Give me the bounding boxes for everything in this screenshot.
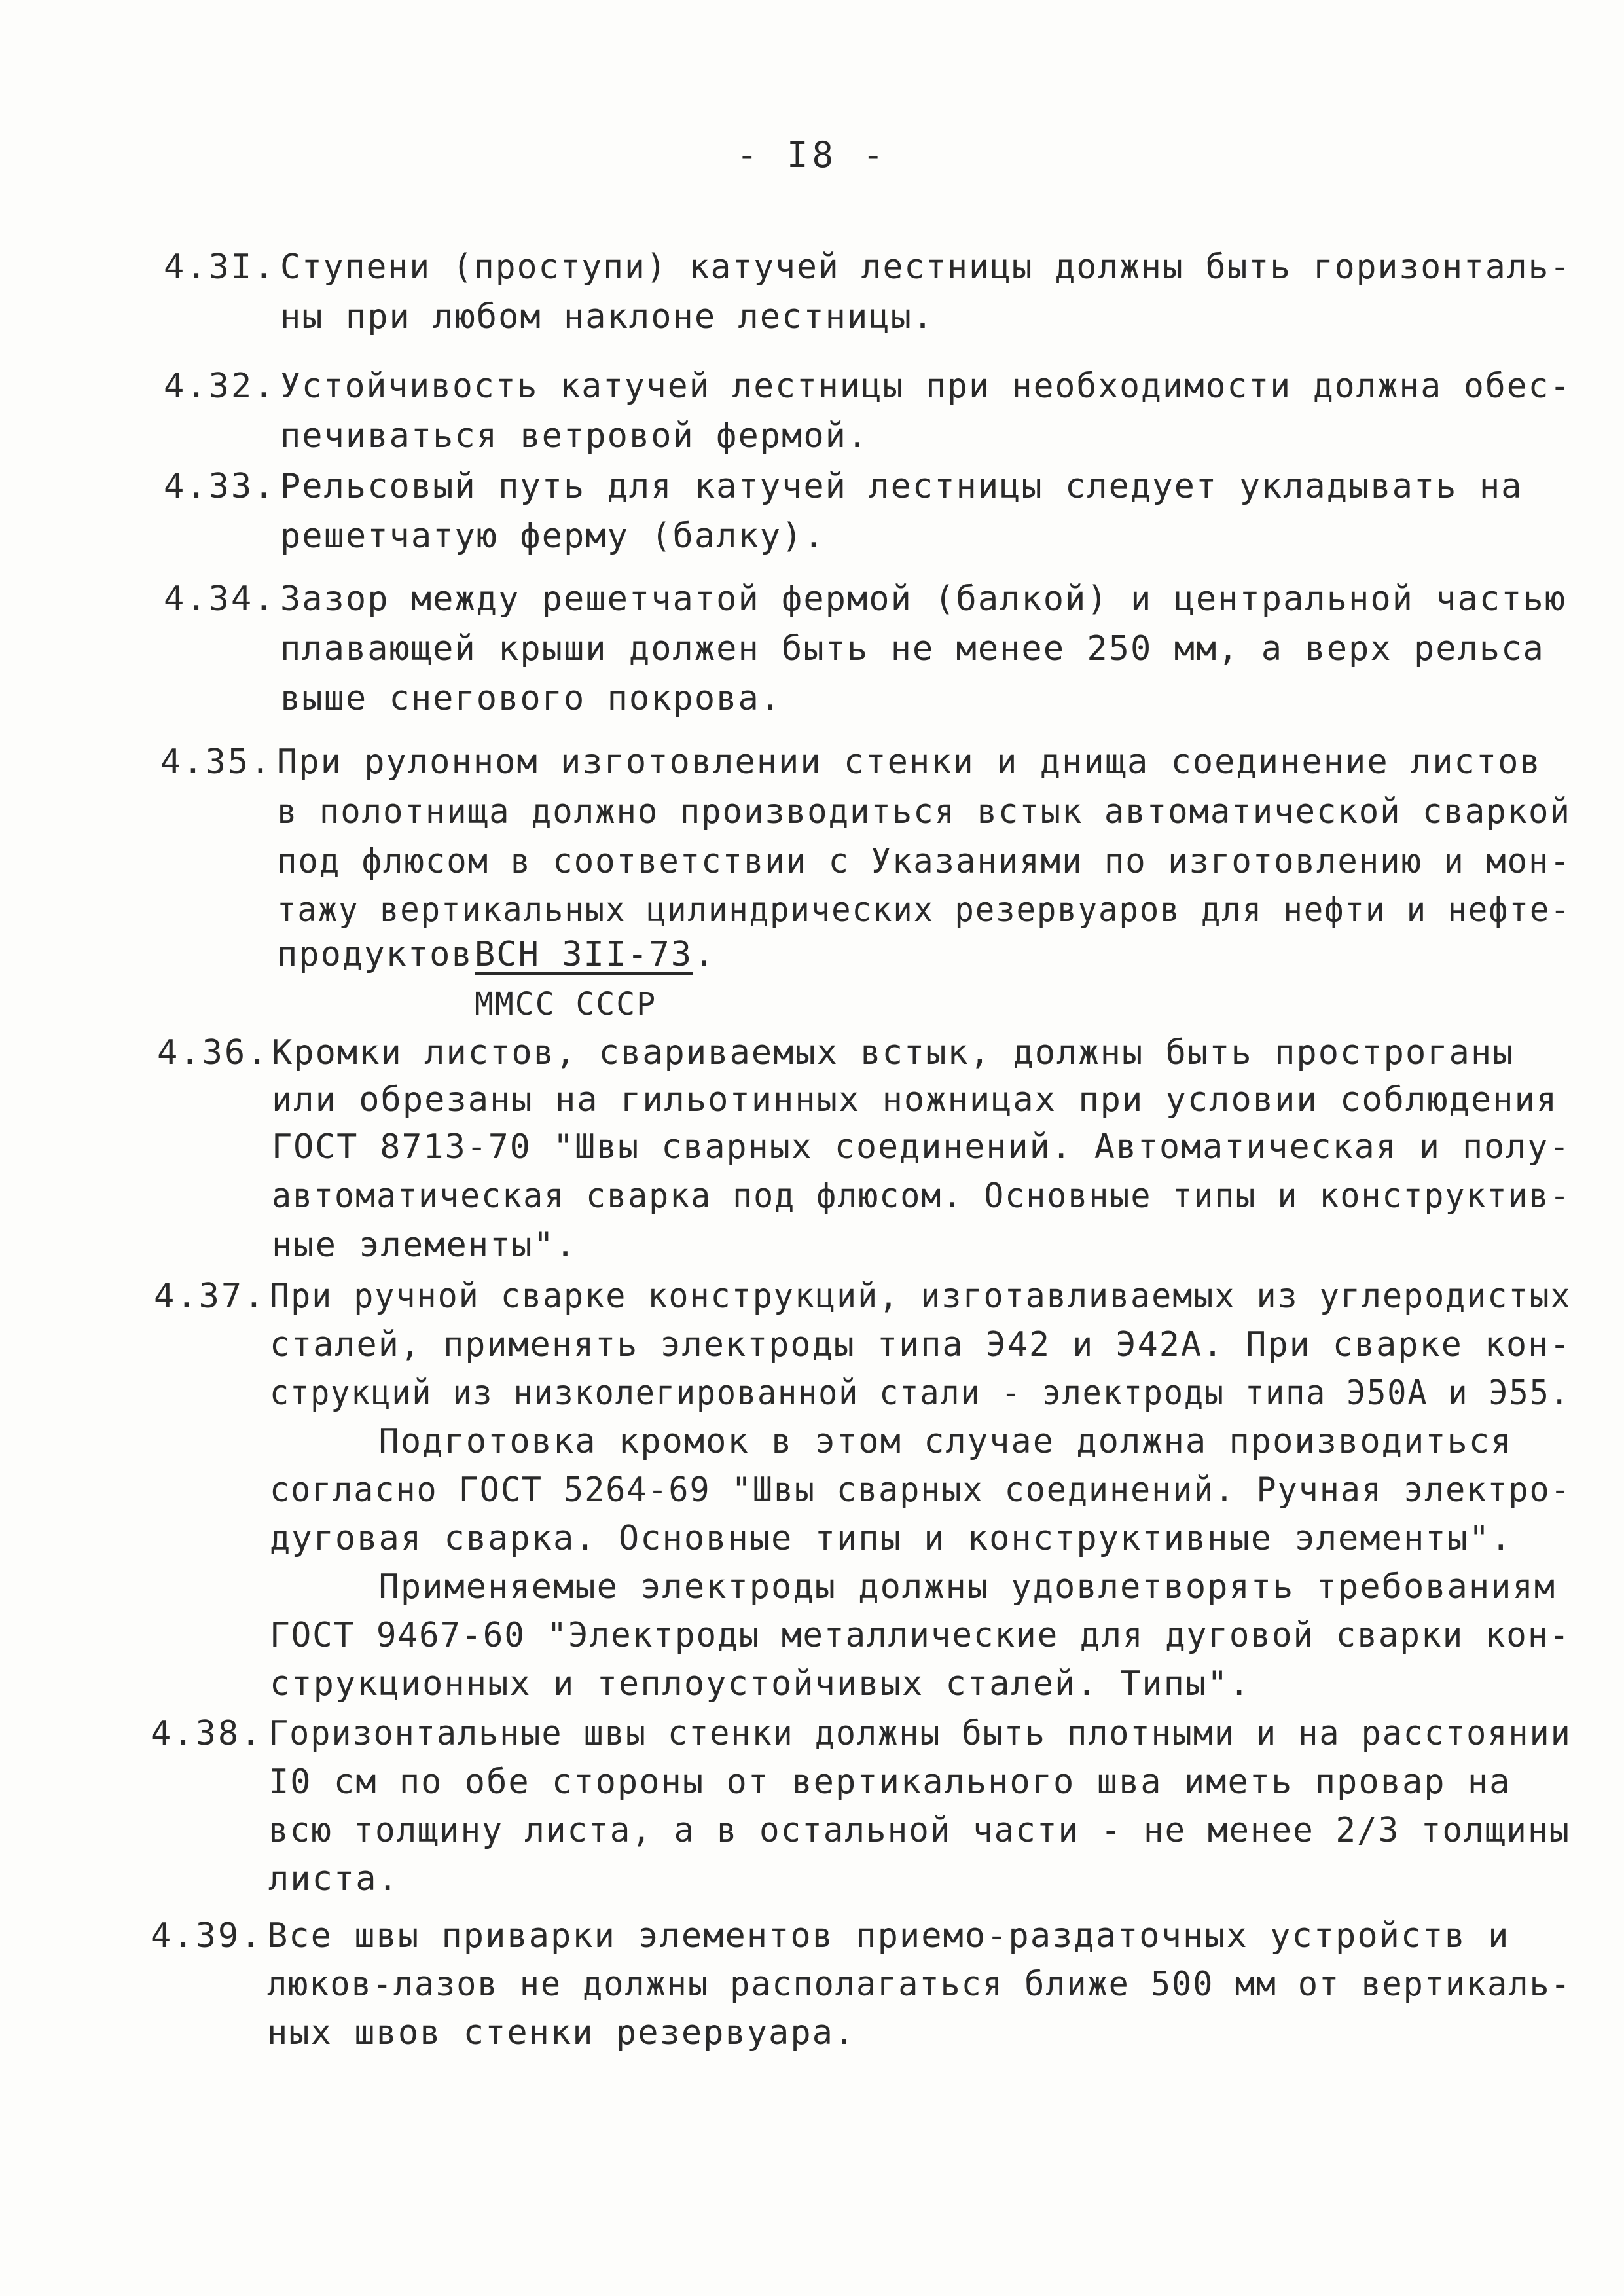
clause-line: ные элементы". (272, 1226, 577, 1265)
clause-line: продуктов (277, 935, 473, 974)
clause-line: Кромки листов, свариваемых встык, должны быть прострoганы (272, 1033, 1515, 1072)
clause-number: 4.32. (164, 367, 276, 406)
clause-line: ны при любом наклоне лестницы. (280, 297, 935, 337)
reference-org: ММСС СССР (475, 986, 657, 1023)
clause-line: Устойчивость катучей лестницы при необходимости должна обес- (280, 367, 1572, 406)
clause-number: 4.37. (154, 1277, 266, 1316)
clause-number: 4.39. (151, 1916, 263, 1956)
clause-line: Зазор между решетчатой фермой (балкой) и центральной частью (280, 579, 1567, 619)
clause-line: ГОСТ 9467-60 "Электроды металлические для дуговой сварки кон- (270, 1616, 1571, 1655)
clause-line: сталей, применять электроды типа Э42 и Э42А. При сварке кон- (270, 1325, 1572, 1364)
clause-number: 4.33. (164, 467, 276, 506)
clause-line: I0 см по обе стороны от вертикального шва иметь провар на (268, 1762, 1511, 1802)
clause-line: Все швы приварки элементов приемо-раздаточных устройств и (267, 1916, 1510, 1956)
clause-number: 4.38. (151, 1714, 263, 1753)
clause-line: решетчатую ферму (балку). (280, 517, 825, 556)
clause-number: 4.35. (160, 742, 273, 782)
clause-line: автоматическая сварка под флюсом. Основные типы и конструктив- (272, 1176, 1571, 1216)
clause-line: дуговая сварка. Основные типы и конструктивные элементы". (270, 1519, 1513, 1558)
clause-line: Подготовка кромок в этом случае должна производиться (270, 1422, 1513, 1461)
clause-line: струкционных и теплоустойчивых сталей. Типы". (270, 1664, 1251, 1704)
clause-line: При рулонном изготовлении стенки и днища соединение листов (277, 742, 1542, 782)
clause-line: или обрезаны на гильотинных ножницах при условии соблюдения (272, 1080, 1559, 1120)
clause-number: 4.34. (164, 579, 276, 619)
clause-line: Применяемые электроды должны удовлетворять требованиям (270, 1567, 1557, 1607)
clause-line: всю толщину листа, а в остальной части - не менее 2/3 толщины (268, 1811, 1571, 1850)
clause-line: плавающей крыши должен быть не менее 250 мм, а верх рельса (280, 629, 1545, 668)
clause-line: в полотнища должно производиться встык автоматической сваркой (277, 792, 1571, 831)
clause-line: листа. (268, 1859, 399, 1899)
page-number: - I8 - (736, 134, 888, 175)
reference-code: ВСН 3II-73 (475, 935, 693, 974)
clause-line: под флюсом в соответствии с Указаниями по изготовлению и мон- (277, 842, 1571, 881)
clause-line: согласно ГОСТ 5264-69 "Швы сварных соединений. Ручная электро- (270, 1470, 1572, 1510)
clause-line: струкций из низколегированной стали - электроды типа Э50А и Э55. (270, 1374, 1570, 1413)
clause-line: Ступени (проступи) катучей лестницы должны быть горизонталь- (280, 247, 1572, 287)
clause-line: печиваться ветровой фермой. (280, 416, 869, 456)
clause-line: Горизонтальные швы стенки должны быть плотными и на расстоянии (268, 1714, 1572, 1753)
clause-line: тажу вертикальных цилиндрических резервуаров для нефти и нефте- (277, 890, 1571, 930)
clause-line: Рельсовый путь для катучей лестницы следует укладывать на (280, 467, 1523, 506)
clause-line: люков-лазов не должны располагаться ближе 500 мм от вертикаль- (267, 1965, 1572, 2004)
clause-line: ных швов стенки резервуара. (267, 2013, 856, 2052)
clause-number: 4.36. (157, 1033, 270, 1072)
clause-line: выше снегового покрова. (280, 679, 782, 718)
clause-line: ГОСТ 8713-70 "Швы сварных соединений. Автоматическая и полу- (272, 1127, 1571, 1167)
clause-line: При ручной сварке конструкций, изготавливаемых из углеродистых (270, 1277, 1572, 1316)
clause-number: 4.3I. (164, 247, 276, 287)
reference-end: . (694, 935, 715, 974)
